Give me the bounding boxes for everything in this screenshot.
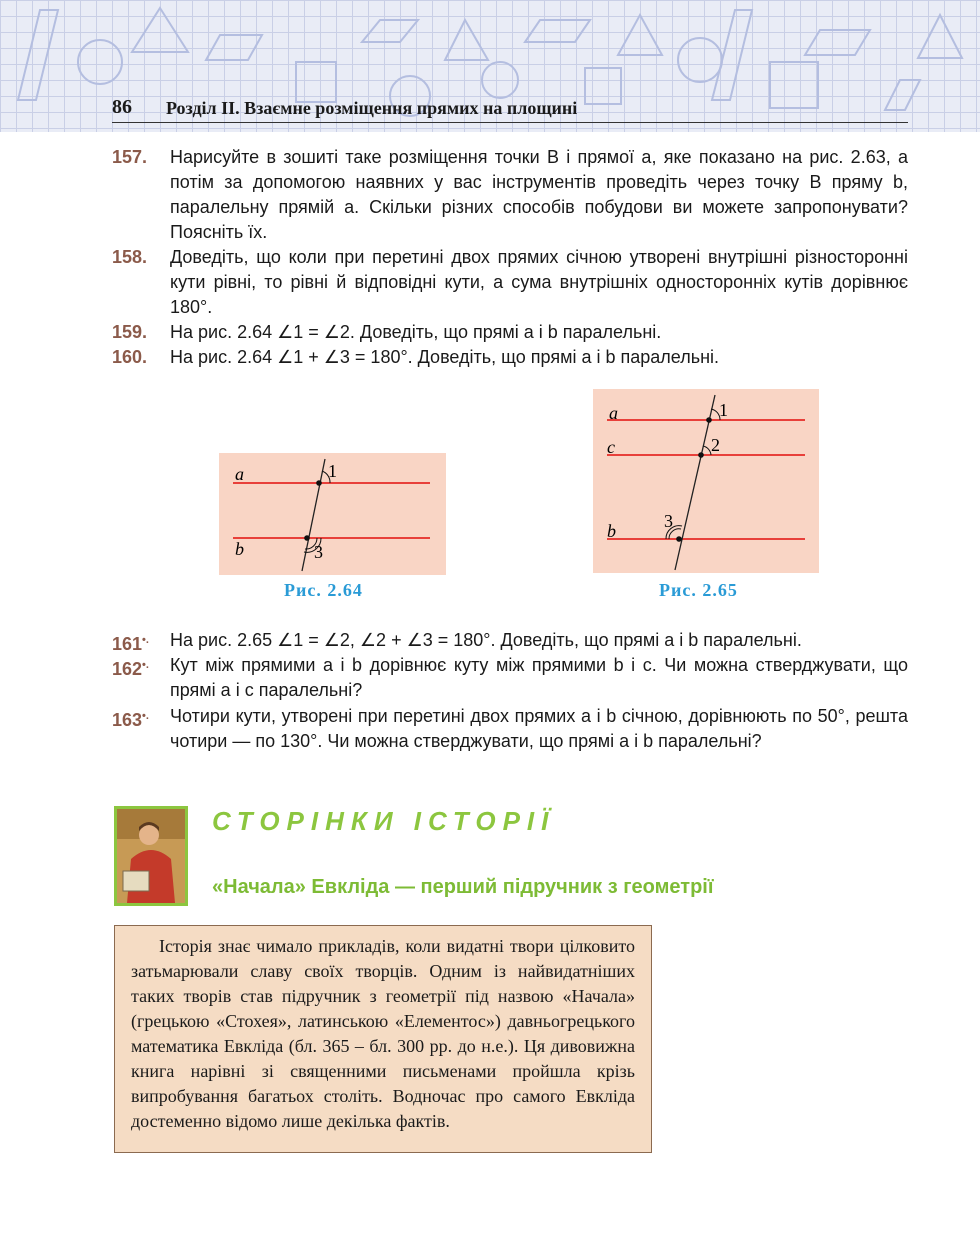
label-angle-3: 3	[664, 511, 673, 531]
problem-157	[112, 145, 908, 245]
problem-158	[112, 245, 908, 320]
problem-number: 157.	[112, 147, 148, 167]
problem-text: Чотири кути, утворені при перетині двох прямих a і b січною, дорівнюють по 50°, решта чотири — по 130°. Чи можна стверджувати, що прямі a і b паралельні?	[170, 706, 908, 751]
label-a: a	[609, 403, 618, 423]
problem-text: Кут між прямими a і b дорівнює куту між прямими b і c. Чи можна стверджувати, що прямі a і c паралельні?	[170, 655, 908, 700]
figure-2-64	[219, 453, 446, 575]
label-b: b	[235, 539, 244, 559]
figure-2-65-drawing	[593, 389, 819, 573]
intersection-point	[316, 480, 322, 486]
euclid-portrait	[114, 806, 188, 906]
intersection-point	[304, 535, 310, 541]
caption-2-64: Рис. 2.64	[284, 580, 363, 600]
label-a: a	[235, 464, 244, 484]
difficulty-mark: •.	[142, 659, 149, 671]
label-angle-1: 1	[328, 461, 337, 481]
intersection-point	[706, 417, 712, 423]
problem-number	[112, 653, 168, 682]
problem-number-value: 161	[112, 634, 143, 654]
problem-text: На рис. 2.64 ∠1 = ∠2. Доведіть, що прямі a і b паралельні.	[170, 322, 662, 342]
difficulty-mark: •.	[142, 634, 149, 646]
label-c: c	[607, 437, 615, 457]
difficulty-mark: •.	[142, 710, 149, 722]
figure-2-64-drawing	[219, 453, 446, 575]
history-text-box	[114, 925, 652, 1153]
history-subheading: «Начала» Евкліда — перший підручник з геометрії	[212, 876, 714, 898]
portrait-illustration	[117, 809, 185, 903]
problem-text: На рис. 2.65 ∠1 = ∠2, ∠2 + ∠3 = 180°. Доведіть, що прямі a і b паралельні.	[170, 630, 802, 650]
problem-159	[112, 320, 908, 345]
angle-arc	[703, 446, 711, 455]
problem-text: Нарисуйте в зошиті таке розміщення точки B і прямої a, яке показано на рис. 2.63, а потім за допомогою наявних у вас інструментів проведіть через точку B пряму b, паралельну прямій a. Скільки різних способів побудови ви можете запропонувати? Поясніть їх.	[170, 147, 908, 242]
problem-161	[112, 628, 908, 653]
label-angle-1: 1	[719, 400, 728, 420]
chapter-title: Розділ ІІ. Взаємне розміщення прямих на площині	[166, 98, 578, 118]
problem-number-value: 163	[112, 710, 143, 730]
problem-163	[112, 704, 908, 754]
problem-number: 160.	[112, 347, 148, 367]
intersection-point	[698, 452, 704, 458]
problem-number: 158.	[112, 247, 148, 267]
label-angle-2: 2	[711, 435, 720, 455]
problem-number-value: 162	[112, 659, 143, 679]
caption-2-65: Рис. 2.65	[659, 580, 738, 600]
intersection-point	[676, 536, 682, 542]
problem-162	[112, 653, 908, 703]
problem-text: На рис. 2.64 ∠1 + ∠3 = 180°. Доведіть, що прямі a і b паралельні.	[170, 347, 720, 367]
problem-number: 159.	[112, 322, 148, 342]
history-heading: СТОРІНКИ ІСТОРІЇ	[212, 806, 556, 836]
page-header	[0, 0, 980, 132]
history-text: Історія знає чимало прикладів, коли видатні твори цілковито затьмарювали славу своїх творців. Одним із найвидатніших таких творів став підручник з геометрії під назвою «Начала» (грецькою «Стохея», латинською «Елементос») давньогрецького математика Евкліда (бл. 365 – бл. 300 рр. до н.е.). Ця дивовижна книга нарівні зі священними письменами пройшла крізь випробування багатьох століть. Водночас про самого Евкліда достеменно відомо лише декілька фактів.	[131, 936, 635, 1131]
problem-number	[112, 704, 168, 733]
figure-2-65	[593, 389, 819, 573]
header-rule	[112, 122, 908, 123]
problem-text: Доведіть, що коли при перетині двох прямих січною утворені внутрішні різносторонні кути рівні, то рівні й відповідні кути, а сума внутрішніх односторонніх кутів дорівнює 180°.	[170, 247, 908, 317]
label-angle-3: 3	[314, 542, 323, 562]
page-number: 86	[112, 96, 132, 118]
problem-160	[112, 345, 908, 370]
label-b: b	[607, 521, 616, 541]
